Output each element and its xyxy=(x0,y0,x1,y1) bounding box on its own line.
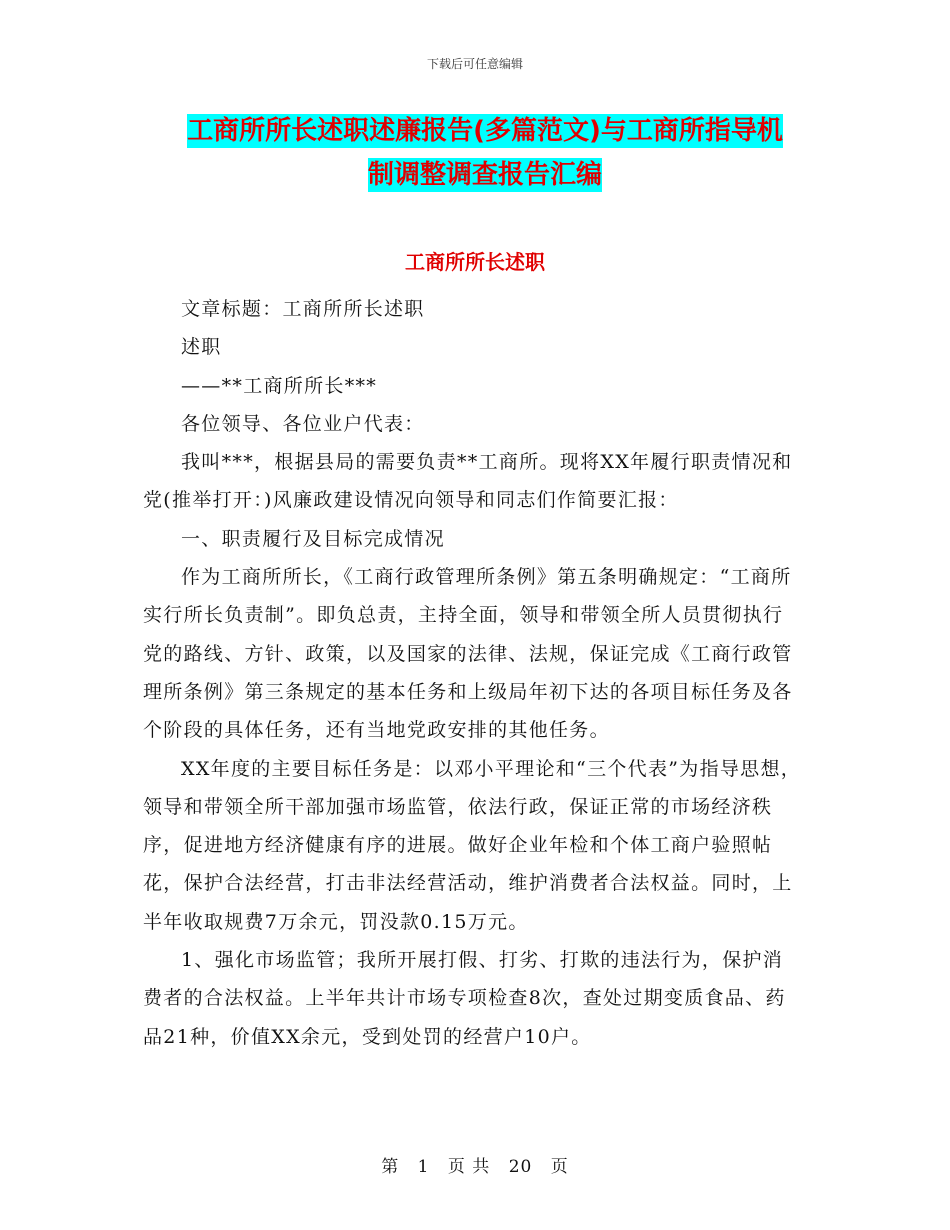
page-footer xyxy=(0,1152,950,1177)
footer-page-number: 1 xyxy=(417,1157,430,1177)
title-text-1: 工商所所长述职述廉报告(多篇范文)与工商所指导机 xyxy=(187,116,783,146)
header-note: 下载后可任意编辑 xyxy=(426,57,523,71)
section-title: 工商所所长述职 xyxy=(405,250,545,274)
footer-suffix: 页 xyxy=(550,1157,569,1177)
paragraph-intro: 我叫***，根据县局的需要负责**工商所。现将XX年履行职责情况和党(推举打开：)风廉政建设情况向领导和同志们作简要汇报： xyxy=(143,451,793,512)
footer-total-pages: 20 xyxy=(508,1157,533,1177)
paragraph-salutation: 各位领导、各位业户代表： xyxy=(181,412,425,435)
paragraph-author: ——**工商所所长*** xyxy=(181,374,378,397)
document-title-line-1 xyxy=(150,108,820,154)
title-text-2: 制调整调查报告汇编 xyxy=(367,160,602,190)
paragraph-goals: XX年度的主要目标任务是：以邓小平理论和“三个代表”为指导思想，领导和带领全所干部加强市场监管，依法行政，保证正常的市场经济秩序，促进地方经济健康有序的进展。做好企业年检和个体工商户验照帖花，保护合法经营，打击非法经营活动，维护消费者合法权益。同时，上半年收取规费7万余元，罚没款0.15万元。 xyxy=(143,757,802,933)
footer-prefix: 第 xyxy=(381,1157,400,1177)
paragraph-section-1: 一、职责履行及目标完成情况 xyxy=(181,527,445,550)
paragraph-heading: 述职 xyxy=(181,336,222,359)
document-title-line-2 xyxy=(150,152,820,198)
paragraph-market-supervision: 1、强化市场监管；我所开展打假、打劣、打欺的违法行为，保护消费者的合法权益。上半年共计市场专项检查8次，查处过期变质食品、药品21种，价值XX余元，受到处罚的经营户10户。 xyxy=(143,949,786,1048)
body-text xyxy=(143,290,803,1056)
paragraph-duties: 作为工商所所长，《工商行政管理所条例》第五条明确规定：“工商所实行所长负责制”。即负总责，主持全面，领导和带领全所人员贯彻执行党的路线、方针、政策，以及国家的法律、法规，保证完成《工商行政管理所条例》第三条规定的基本任务和上级局年初下达的各项目标任务及各个阶段的具体任务，还有当地党政安排的其他任务。 xyxy=(143,566,793,742)
paragraph-article-title: 文章标题：工商所所长述职 xyxy=(181,298,425,320)
footer-middle: 页 共 xyxy=(447,1157,491,1177)
